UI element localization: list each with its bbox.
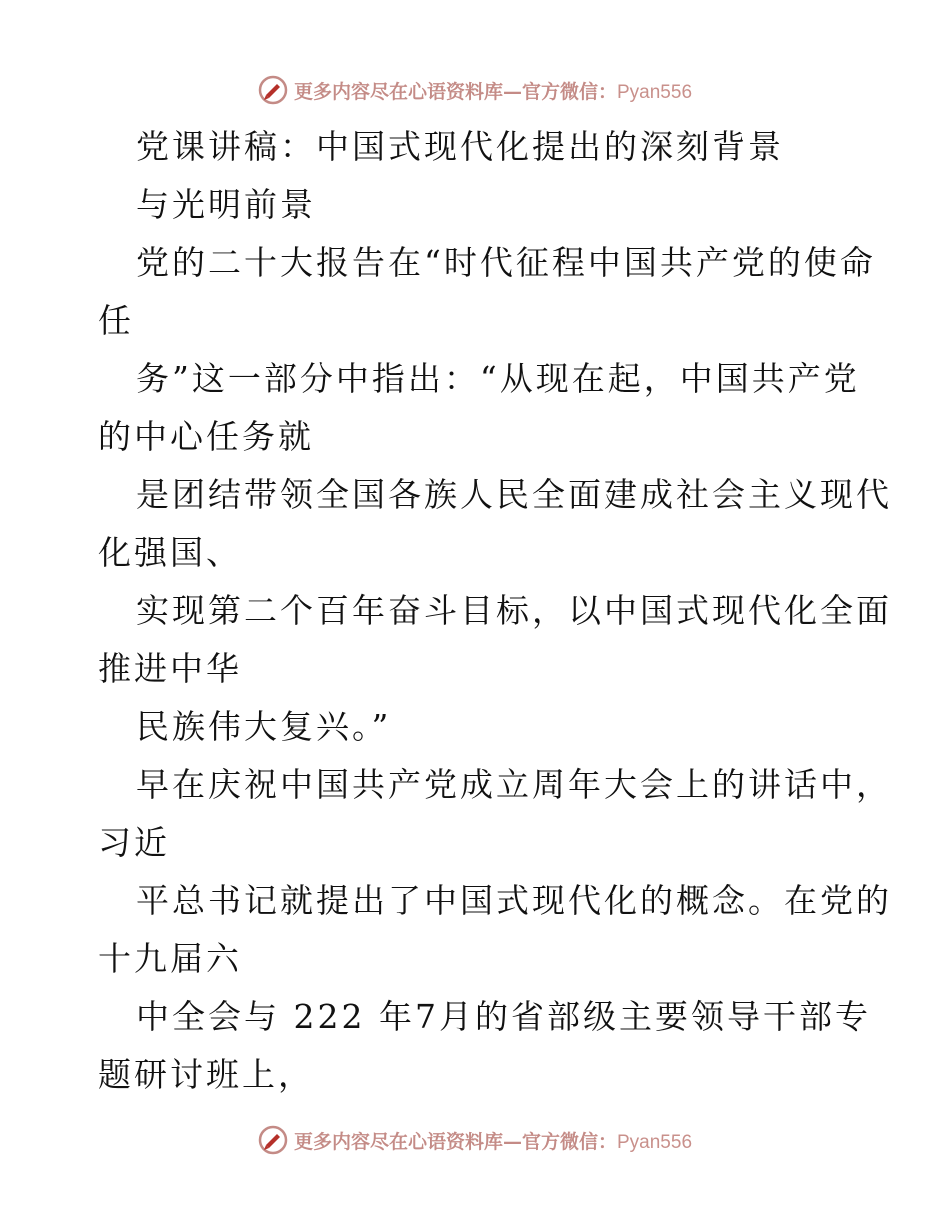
wechat-id: Pyan556 xyxy=(617,81,693,103)
document-body xyxy=(98,118,892,1104)
text-line: 题研讨班上， xyxy=(98,1055,314,1094)
text-line: 早在庆祝中国共产党成立周年大会上的讲话中， xyxy=(136,765,892,804)
text-line: 务”这一部分中指出：“从现在起，中国共产党 xyxy=(136,359,860,398)
text-line: 民族伟大复兴。” xyxy=(136,707,392,746)
text-line: 推进中华 xyxy=(98,649,242,688)
wechat-id: Pyan556 xyxy=(617,1131,693,1153)
text-line: 的中心任务就 xyxy=(98,417,314,456)
pen-logo-icon xyxy=(258,75,288,105)
text-line: 与光明前景 xyxy=(136,185,316,224)
pen-logo-icon xyxy=(258,1125,288,1155)
watermark-text: 更多内容尽在心语资料库—官方微信：Pyan556 xyxy=(293,1130,693,1153)
text-line: 实现第二个百年奋斗目标，以中国式现代化全面 xyxy=(136,591,892,630)
text-line: 党的二十大报告在“时代征程中国共产党的使命 xyxy=(136,243,876,282)
text-line: 习近 xyxy=(98,823,170,862)
text-line: 平总书记就提出了中国式现代化的概念。在党的 xyxy=(136,881,892,920)
header-watermark xyxy=(0,70,950,110)
text-line: 是团结带领全国各族人民全面建成社会主义现代 xyxy=(136,475,892,514)
text-line: 十九届六 xyxy=(98,939,242,978)
footer-watermark xyxy=(0,1120,950,1160)
watermark-text: 更多内容尽在心语资料库—官方微信：Pyan556 xyxy=(293,80,693,103)
text-line: 中全会与 222 年7月的省部级主要领导干部专 xyxy=(136,997,871,1036)
text-line: 化强国、 xyxy=(98,533,242,572)
text-line: 党课讲稿：中国式现代化提出的深刻背景 xyxy=(136,127,784,166)
text-line: 任 xyxy=(98,301,134,340)
